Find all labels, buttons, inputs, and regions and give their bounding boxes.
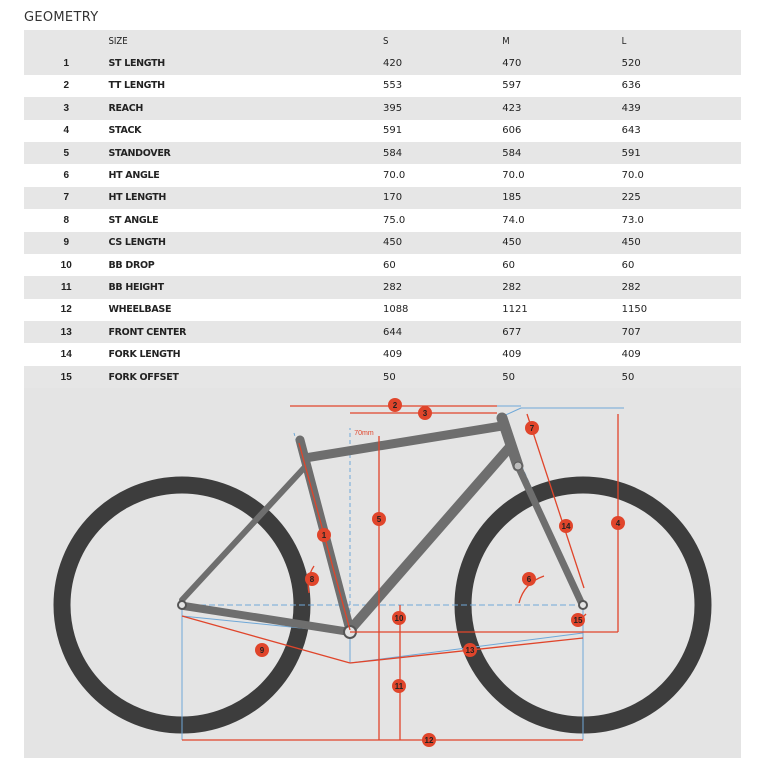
table-row <box>24 276 741 298</box>
value-l: 450 <box>621 237 641 249</box>
value-s: 591 <box>382 125 403 137</box>
value-s: 409 <box>382 349 403 361</box>
table-row <box>24 142 741 164</box>
row-name: FORK LENGTH <box>108 349 181 361</box>
svg-text:14: 14 <box>561 522 571 531</box>
svg-text:6: 6 <box>526 575 532 584</box>
svg-text:8: 8 <box>309 575 315 584</box>
value-m: 70.0 <box>502 170 525 182</box>
value-l: 520 <box>621 58 641 70</box>
value-l: 636 <box>621 80 641 92</box>
row-name: HT ANGLE <box>108 170 160 182</box>
value-m: 597 <box>502 80 522 92</box>
value-m: 282 <box>502 281 522 293</box>
table-row <box>24 187 741 209</box>
marker-7 <box>525 421 539 435</box>
table-row <box>24 299 741 321</box>
row-number: 8 <box>63 214 70 226</box>
svg-text:5: 5 <box>376 515 382 524</box>
row-name: STACK <box>108 125 142 137</box>
row-number: 11 <box>60 281 72 293</box>
value-s: 75.0 <box>382 214 406 226</box>
marker-10 <box>392 611 406 625</box>
header-index <box>24 30 108 52</box>
geometry-diagram <box>24 388 741 758</box>
headset <box>514 462 522 470</box>
value-s: 395 <box>382 102 403 114</box>
value-l: 282 <box>621 281 641 293</box>
value-l: 707 <box>621 326 641 338</box>
table-row <box>24 254 741 276</box>
marker-4 <box>611 516 625 530</box>
geometry-table <box>24 30 741 388</box>
value-s: 553 <box>382 80 403 92</box>
marker-3 <box>418 406 432 420</box>
table-row <box>24 321 741 343</box>
row-number: 4 <box>63 125 70 137</box>
row-name: FRONT CENTER <box>108 326 187 338</box>
marker-15 <box>571 613 585 627</box>
value-s: 50 <box>382 371 396 383</box>
svg-text:3: 3 <box>422 409 428 418</box>
row-number: 14 <box>60 349 72 361</box>
value-s: 70.0 <box>382 170 406 182</box>
marker-12 <box>422 733 436 747</box>
row-number: 10 <box>60 259 72 271</box>
row-number: 3 <box>63 102 70 114</box>
row-number: 5 <box>63 147 70 159</box>
value-l: 60 <box>621 259 635 271</box>
offset-label: 70mm <box>354 430 374 437</box>
value-s: 644 <box>382 326 403 338</box>
svg-text:7: 7 <box>529 424 535 433</box>
value-m: 423 <box>502 102 522 114</box>
header-l: L <box>621 35 627 47</box>
svg-text:9: 9 <box>259 646 265 655</box>
svg-text:1: 1 <box>321 531 327 540</box>
marker-9 <box>255 643 269 657</box>
value-l: 50 <box>621 371 635 383</box>
value-s: 584 <box>382 147 403 159</box>
header-m: M <box>502 35 510 47</box>
row-number: 12 <box>60 304 72 316</box>
row-name: TT LENGTH <box>108 80 165 92</box>
row-number: 15 <box>60 371 72 383</box>
row-name: STANDOVER <box>108 147 171 159</box>
row-number: 1 <box>63 58 70 70</box>
table-row <box>24 52 741 74</box>
value-s: 170 <box>382 192 403 204</box>
table-row <box>24 75 741 97</box>
marker-14 <box>559 519 573 533</box>
table-body <box>24 52 741 388</box>
svg-text:12: 12 <box>424 736 434 745</box>
value-m: 470 <box>502 58 522 70</box>
svg-text:10: 10 <box>394 614 404 623</box>
marker-8 <box>305 572 319 586</box>
value-l: 225 <box>621 192 641 204</box>
row-number: 13 <box>60 326 72 338</box>
value-l: 73.0 <box>621 214 644 226</box>
marker-11 <box>392 679 406 693</box>
bike-diagram-svg <box>24 388 741 758</box>
marker-2 <box>388 398 402 412</box>
svg-text:2: 2 <box>392 401 398 410</box>
row-name: CS LENGTH <box>108 237 166 249</box>
table-header-row <box>24 30 741 52</box>
table-row <box>24 232 741 254</box>
marker-5 <box>372 512 386 526</box>
value-m: 450 <box>502 237 522 249</box>
row-name: BB DROP <box>108 259 155 271</box>
rear-dropout <box>178 601 186 609</box>
value-l: 591 <box>621 147 641 159</box>
value-s: 60 <box>382 259 396 271</box>
value-l: 1150 <box>621 304 648 316</box>
value-m: 584 <box>502 147 522 159</box>
row-name: ST ANGLE <box>108 214 159 226</box>
front-dropout <box>579 601 587 609</box>
page-title: GEOMETRY <box>24 10 99 25</box>
header-s: S <box>382 35 389 47</box>
value-m: 74.0 <box>502 214 525 226</box>
value-m: 1121 <box>502 304 528 316</box>
value-m: 677 <box>502 326 522 338</box>
table-row <box>24 120 741 142</box>
row-number: 7 <box>63 192 70 204</box>
svg-text:13: 13 <box>465 646 475 655</box>
marker-6 <box>522 572 536 586</box>
marker-1 <box>317 528 331 542</box>
value-s: 420 <box>382 58 403 70</box>
svg-text:4: 4 <box>615 519 621 528</box>
marker-13 <box>463 643 477 657</box>
row-number: 6 <box>63 170 70 182</box>
svg-text:11: 11 <box>394 682 404 691</box>
table-row <box>24 164 741 186</box>
table-row <box>24 366 741 388</box>
table-row <box>24 97 741 119</box>
header-size: SIZE <box>108 35 128 47</box>
value-l: 643 <box>621 125 641 137</box>
row-name: FORK OFFSET <box>108 371 179 383</box>
row-name: WHEELBASE <box>108 304 172 316</box>
table-row <box>24 343 741 365</box>
row-name: HT LENGTH <box>108 192 167 204</box>
row-number: 2 <box>63 80 70 92</box>
value-m: 50 <box>502 371 516 383</box>
row-name: ST LENGTH <box>108 58 165 70</box>
value-s: 282 <box>382 281 403 293</box>
value-l: 439 <box>621 102 641 114</box>
row-name: BB HEIGHT <box>108 281 164 293</box>
value-m: 409 <box>502 349 522 361</box>
table-row <box>24 209 741 231</box>
row-number: 9 <box>63 237 70 249</box>
value-l: 70.0 <box>621 170 644 182</box>
svg-text:15: 15 <box>573 616 583 625</box>
value-l: 409 <box>621 349 641 361</box>
value-m: 606 <box>502 125 522 137</box>
value-s: 1088 <box>382 304 409 316</box>
value-m: 60 <box>502 259 516 271</box>
value-m: 185 <box>502 192 522 204</box>
row-name: REACH <box>108 102 144 114</box>
value-s: 450 <box>382 237 403 249</box>
